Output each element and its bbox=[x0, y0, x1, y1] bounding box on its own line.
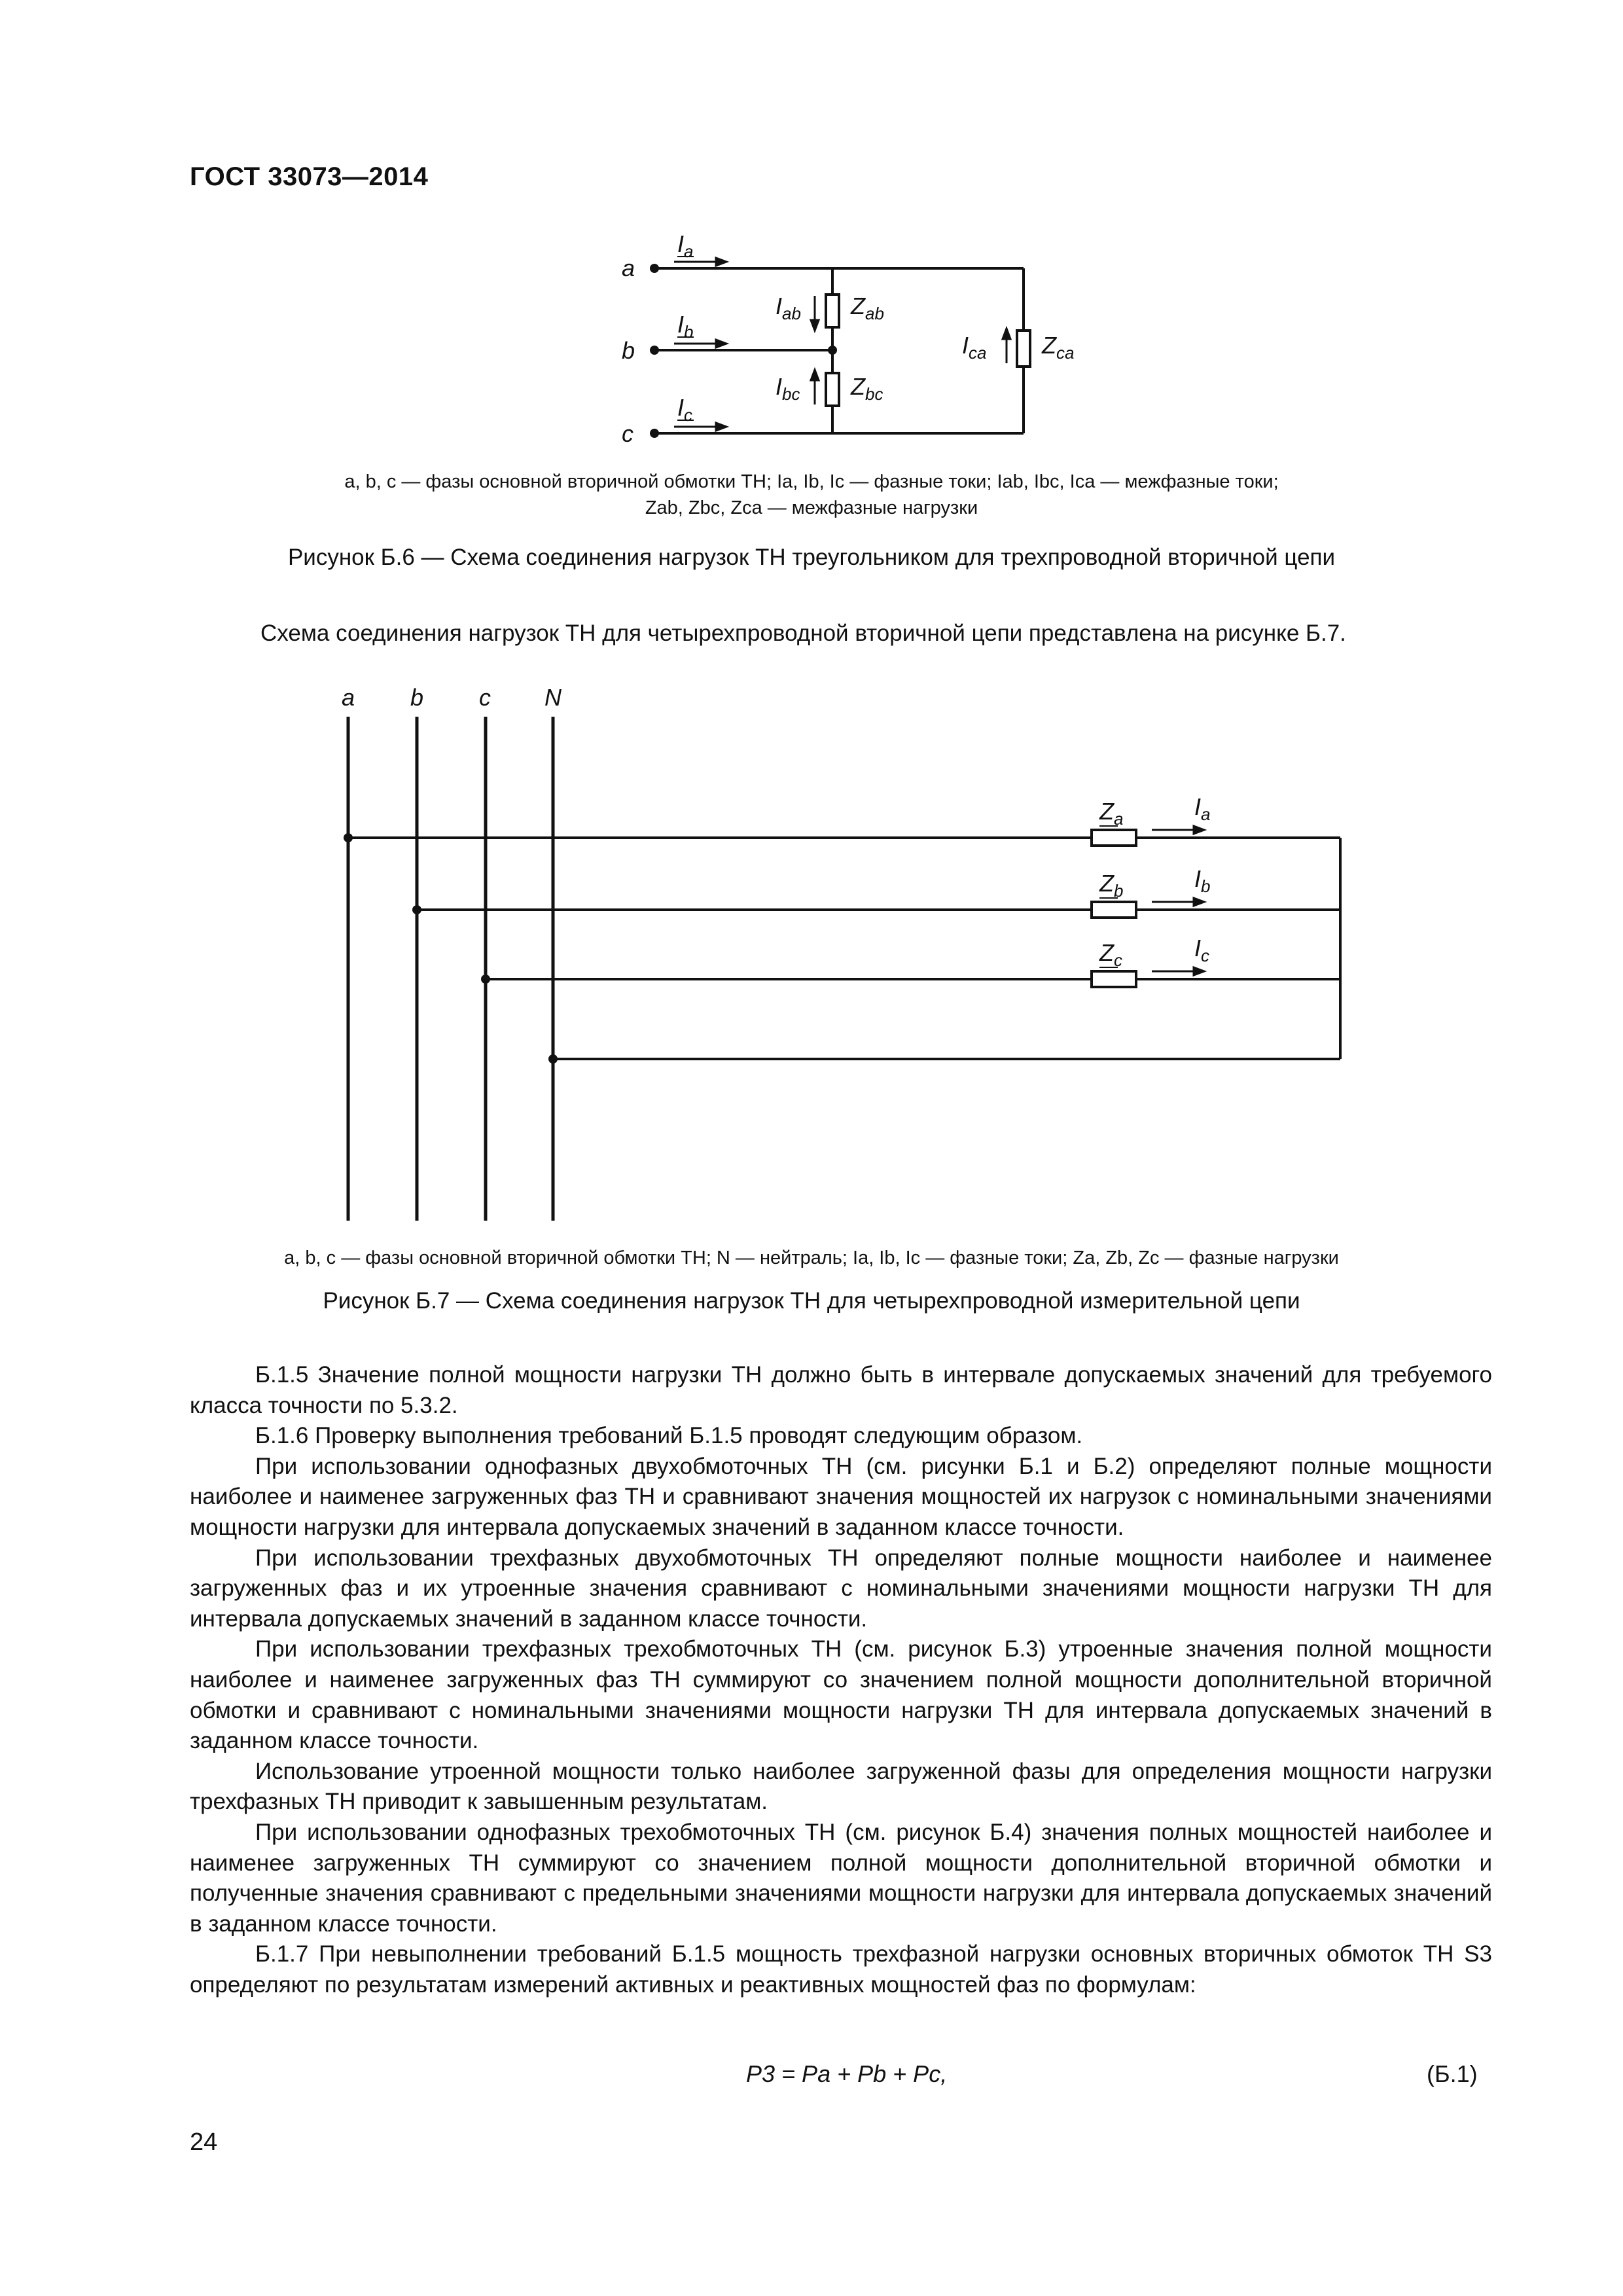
resistor-zbc bbox=[826, 373, 839, 406]
label-a: a bbox=[622, 255, 635, 281]
document-code: ГОСТ 33073—2014 bbox=[190, 162, 429, 191]
figure-b7-caption: Рисунок Б.7 — Схема соединения нагрузок ТН для четырехпроводной измерительной цепи bbox=[323, 1288, 1300, 1314]
paragraph-single-phase-three-winding: При использовании однофазных трехобмоточных ТН (см. рисунок Б.4) значения полных мощностей наиболее и наименее загруженных ТН суммируют со значением полной мощности дополнительной вторичной обмотки и полученные значения сравнивают с предельными значениями мощности нагрузки для интервала допускаемых значений в заданном классе точности. bbox=[190, 1819, 1492, 1937]
svg-text:Zca: $Z_{ca}$ bbox=[1042, 332, 1075, 363]
svg-text:Ic: $I_c$ bbox=[1194, 935, 1210, 965]
paragraph-tripled-power-note: Использование утроенной мощности только наиболее загруженной фазы для определения мощности нагрузки трехфазных ТН приводит к завышенным результатам. bbox=[190, 1758, 1492, 1815]
paragraph-three-phase-three-winding: При использовании трехфазных трехобмоточных ТН (см. рисунок Б.3) утроенные значения полной мощности наиболее и наименее загруженных фаз ТН суммируют со значением полной мощности дополнительной вторичной обмотки и сравнивают с номинальными значениями мощности нагрузки ТН для интервала допускаемых значений в заданном классе точности. bbox=[190, 1636, 1492, 1754]
body-text bbox=[190, 1360, 1492, 2000]
figure-b6-diagram bbox=[0, 223, 1623, 452]
paragraph-three-phase-two-winding: При использовании трехфазных двухобмоточных ТН определяют полные мощности наиболее и наименее загруженных фаз и их утроенные значения сравнивают с номинальными значениями мощности нагрузки ТН для интервала допускаемых значений в заданном классе точности. bbox=[190, 1545, 1492, 1632]
resistor-zca bbox=[1017, 331, 1030, 367]
svg-text:Ib: $I_b$ bbox=[1194, 865, 1211, 896]
intro-paragraph: Схема соединения нагрузок ТН для четырехпроводной вторичной цепи представлена на рисунке Б.7. bbox=[260, 620, 1346, 646]
resistor-zb bbox=[1092, 902, 1136, 918]
formula-number: (Б.1) bbox=[1427, 2060, 1478, 2087]
formula-b1: P3 = Pa + Pb + Pc, bbox=[746, 2060, 948, 2087]
figure-b6-legend-line2: Zab, Zbc, Zca — межфазные нагрузки bbox=[645, 497, 978, 518]
bus-label-c: c bbox=[479, 684, 491, 711]
resistor-zc bbox=[1092, 971, 1136, 987]
svg-text:Zb: $Z_b$ bbox=[1099, 870, 1124, 901]
paragraph-b17: Б.1.7 При невыполнении требований Б.1.5 мощность трехфазной нагрузки основных вторичных обмоток ТН S3 определяют по результатам измерений активных и реактивных мощностей фаз по формулам: bbox=[190, 1941, 1492, 1998]
paragraph-single-phase-two-winding: При использовании однофазных двухобмоточных ТН (см. рисунки Б.1 и Б.2) определяют полные мощности наиболее и наименее загруженных фаз ТН и сравнивают значения мощностей их нагрузок с номинальными значениями мощности нагрузки для интервала допускаемых значений в заданном классе точности. bbox=[190, 1453, 1492, 1540]
figure-b6-caption: Рисунок Б.6 — Схема соединения нагрузок ТН треугольником для трехпроводной вторичной цепи bbox=[287, 545, 1336, 570]
svg-text:Za: $Z_a$ bbox=[1099, 798, 1124, 829]
bus-label-n: N bbox=[544, 684, 562, 711]
resistor-za bbox=[1092, 830, 1136, 846]
label-c: c bbox=[622, 420, 633, 447]
figure-b7-legend: a, b, c — фазы основной вторичной обмотки ТН; N — нейтраль; Ia, Ib, Ic — фазные токи; Za, Zb, Zc — фазные нагрузки bbox=[284, 1247, 1339, 1268]
svg-text:Ibc: $I_{bc}$ bbox=[776, 373, 800, 404]
page-number: 24 bbox=[190, 2128, 218, 2156]
svg-text:Ia: $I_a$ bbox=[677, 230, 694, 261]
svg-text:Ia: $I_a$ bbox=[1194, 793, 1211, 824]
resistor-zab bbox=[826, 295, 839, 327]
paragraph-b15: Б.1.5 Значение полной мощности нагрузки ТН должно быть в интервале допускаемых значений для требуемого класса точности по 5.3.2. bbox=[190, 1362, 1492, 1418]
svg-text:Zc: $Z_c$ bbox=[1099, 939, 1122, 970]
paragraph-b16: Б.1.6 Проверку выполнения требований Б.1.5 проводят следующим образом. bbox=[255, 1423, 1083, 1449]
svg-text:Ib: $I_b$ bbox=[677, 311, 694, 342]
svg-text:Iab: $I_{ab}$ bbox=[776, 293, 801, 323]
svg-text:Ica: $I_{ca}$ bbox=[962, 332, 987, 363]
figure-b6-legend-line1: a, b, c — фазы основной вторичной обмотки ТН; Ia, Ib, Ic — фазные токи; Iab, Ibc, Ica — межфазные токи; bbox=[344, 471, 1279, 492]
label-b: b bbox=[622, 337, 635, 364]
svg-text:Ic: $I_c$ bbox=[677, 394, 693, 425]
figure-b7-diagram bbox=[0, 674, 1623, 1237]
svg-text:Zab: $Z_{ab}$ bbox=[851, 293, 884, 323]
bus-label-a: a bbox=[342, 684, 355, 711]
bus-label-b: b bbox=[410, 684, 424, 711]
svg-text:Zbc: $Z_{bc}$ bbox=[851, 373, 883, 404]
